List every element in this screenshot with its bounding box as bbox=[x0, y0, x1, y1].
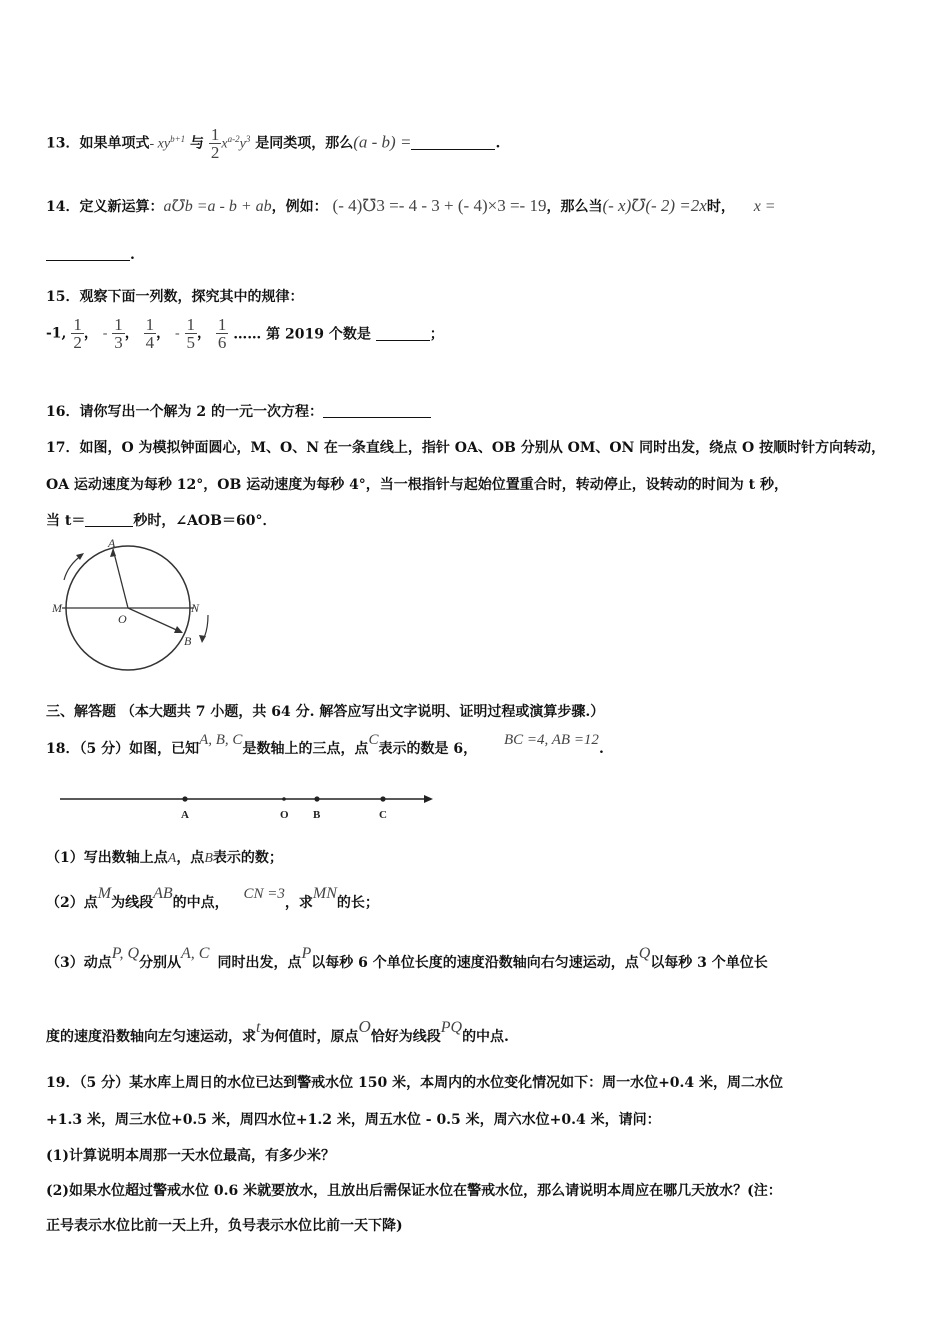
q14-prefix: 14．定义新运算： bbox=[46, 199, 164, 215]
q15-frac-4: - $\frac{1}{5}$ bbox=[174, 315, 196, 352]
q13-fraction: $\frac{1}{2}$ bbox=[210, 125, 220, 162]
q15-start: -1, bbox=[46, 325, 67, 342]
q18-mid2: 表示的数是 6， bbox=[378, 741, 478, 757]
q17-line3b: 秒时，∠AOB＝60°． bbox=[133, 513, 277, 529]
number-line bbox=[50, 788, 440, 824]
point-a bbox=[182, 796, 187, 801]
q14-condition: (- x)℧(- 2) =2x bbox=[602, 196, 707, 215]
point-b bbox=[314, 796, 319, 801]
label-o: O bbox=[118, 612, 127, 626]
q18-part-2: （2）点M为线段AB的中点， CN =3，求MN的长； bbox=[46, 885, 379, 911]
axis-label-b: B bbox=[313, 809, 321, 821]
q13-term2-y: y bbox=[239, 136, 246, 152]
q18-part-1: （1）写出数轴上点A，点B表示的数； bbox=[46, 850, 283, 866]
q14-answer-line bbox=[46, 246, 135, 263]
q15-frac-3: $\frac{1}{4}$ bbox=[145, 315, 155, 352]
q15-frac-2: - $\frac{1}{3}$ bbox=[102, 315, 123, 352]
q13-prefix: 13．如果单项式 bbox=[46, 135, 150, 152]
q18-suffix: . bbox=[598, 741, 604, 757]
rotation-arrowhead-right bbox=[199, 635, 206, 643]
q18-p3-ac: A, C bbox=[181, 945, 210, 962]
q14-when: ，那么当 bbox=[546, 199, 603, 215]
q14-definition: a℧b =a - b + ab bbox=[163, 198, 272, 215]
q16-answer-blank[interactable] bbox=[323, 403, 431, 418]
q13-term2-x-exp: a-2 bbox=[227, 133, 240, 144]
q15-sequence: -1, $\frac{1}{2}$ ， - $\frac{1}{3}$ ， $\frac{1}{4}$ ， - $\frac{1}{5}$ ， $\frac{1}{6}$ …… 第 2019 个数是 ； bbox=[46, 315, 444, 352]
q15-frac-1: $\frac{1}{2}$ bbox=[73, 315, 82, 352]
point-o bbox=[282, 797, 286, 801]
q16-text: 16．请你写出一个解为 2 的一元一次方程： bbox=[46, 404, 323, 420]
label-n: N bbox=[191, 601, 200, 615]
q18-prefix: 18．（5 分）如图，已知 bbox=[46, 741, 200, 757]
q13-mid: 是同类项，那么 bbox=[255, 135, 354, 152]
axis-arrowhead bbox=[424, 795, 433, 803]
q13-answer-blank[interactable] bbox=[411, 135, 495, 150]
ob-hand bbox=[128, 608, 181, 632]
q15-frac-5: $\frac{1}{6}$ bbox=[217, 315, 227, 352]
q19-line-1: 19．（5 分）某水库上周日的水位已达到警戒水位 150 米，本周内的水位变化情况如下：周一水位+0.4 米，周二水位 bbox=[46, 1075, 784, 1091]
q19-line-4: (2)如果水位超过警戒水位 0.6 米就要放水，且放出后需保证水位在警戒水位，那么请说明本周应在哪几天放水？(注： bbox=[46, 1183, 782, 1199]
q18-header bbox=[46, 732, 604, 758]
q17-line-3 bbox=[46, 510, 276, 530]
q13-term2-x: x bbox=[221, 136, 228, 152]
q18-given: BC =4, AB =12 bbox=[503, 732, 599, 748]
q14-example: (- 4)℧3 =- 4 - 3 + (- 4)×3 =- 19 bbox=[332, 196, 547, 215]
q15-end: ； bbox=[429, 326, 444, 343]
oa-hand bbox=[113, 549, 128, 608]
q19-line-5: 正号表示水位比前一天上升，负号表示水位比前一天下降) bbox=[46, 1218, 403, 1234]
q13-term2-y-exp: 3 bbox=[245, 133, 251, 144]
q18-p2-ab: AB bbox=[153, 885, 173, 902]
q13-expr: (a - b) = bbox=[353, 132, 412, 152]
q18-p3-o: O bbox=[358, 1017, 371, 1036]
q13-suffix: . bbox=[495, 135, 501, 152]
q14-example-label: ，例如： bbox=[271, 199, 328, 215]
label-a: A bbox=[108, 536, 116, 550]
axis-label-c: C bbox=[379, 809, 387, 821]
question-13 bbox=[46, 126, 500, 161]
q18-c: C bbox=[368, 732, 379, 748]
q18-p1-a: A bbox=[167, 851, 177, 866]
q17-line-1: 17．如图，O 为模拟钟面圆心，M、O、N 在一条直线上，指针 OA、OB 分别从 OM、ON 同时出发，绕点 O 按顺时针方向转动， bbox=[46, 440, 886, 456]
q19-line-3: (1)计算说明本周那一天水位最高，有多少米？ bbox=[46, 1148, 335, 1164]
q18-p3-t: t bbox=[256, 1019, 261, 1036]
q18-part-3-line-1: （3）动点P, Q分别从A, C同时出发，点P以每秒 6 个单位长度的速度沿数轴向右匀速运动，点Q以每秒 3 个单位长 bbox=[46, 945, 768, 971]
q18-mid1: 是数轴上的三点，点 bbox=[242, 741, 369, 757]
q15-title: 15．观察下面一列数，探究其中的规律： bbox=[46, 289, 304, 305]
q13-term1-exp: b+1 bbox=[170, 133, 186, 144]
q13-with: 与 bbox=[190, 135, 205, 152]
q18-p3-p: P bbox=[301, 945, 312, 962]
clock-figure bbox=[48, 535, 218, 675]
axis-label-o: O bbox=[280, 809, 289, 821]
q17-line3a: 当 t＝ bbox=[46, 513, 86, 529]
q14-answer-blank[interactable] bbox=[46, 246, 130, 261]
q17-line-2: OA 运动速度为每秒 12°，OB 运动速度为每秒 4°，当一根指针与起始位置重合时，转动停止，设转动的时间为 t 秒， bbox=[46, 477, 789, 493]
q18-p2-cn: CN =3 bbox=[243, 886, 285, 902]
q15-answer-blank[interactable] bbox=[376, 326, 430, 341]
q18-points: A, B, C bbox=[199, 732, 243, 748]
q18-p2-m: M bbox=[97, 885, 112, 902]
q18-p3-pq: P, Q bbox=[111, 945, 140, 962]
q15-tail: …… 第 2019 个数是 bbox=[233, 326, 371, 343]
axis-label-a: A bbox=[181, 809, 189, 821]
q18-part-3-line-2: 度的速度沿数轴向左匀速运动，求t为何值时，原点O恰好为线段PQ的中点. bbox=[46, 1017, 509, 1045]
q18-p3-pq2: PQ bbox=[440, 1019, 463, 1036]
q18-p1-b: B bbox=[204, 851, 213, 866]
label-b: B bbox=[184, 634, 192, 648]
q19-line-2: +1.3 米，周三水位+0.5 米，周四水位+1.2 米，周五水位 - 0.5 米，周六水位+0.4 米，请问： bbox=[46, 1112, 661, 1128]
q13-term1: - xy bbox=[149, 136, 171, 152]
q14-var: x = bbox=[753, 198, 776, 215]
section-3-heading: 三、解答题 （本大题共 7 小题，共 64 分. 解答应写出文字说明、证明过程或演算步骤.） bbox=[46, 704, 605, 720]
q14-suffix: . bbox=[130, 247, 135, 263]
q18-p2-mn: MN bbox=[312, 885, 337, 902]
question-14 bbox=[46, 196, 776, 216]
q18-p3-q: Q bbox=[638, 945, 651, 962]
question-16 bbox=[46, 401, 431, 421]
q14-time: 时， bbox=[706, 199, 735, 215]
q17-answer-blank[interactable] bbox=[85, 512, 133, 527]
label-m: M bbox=[52, 601, 62, 615]
point-c bbox=[380, 796, 385, 801]
